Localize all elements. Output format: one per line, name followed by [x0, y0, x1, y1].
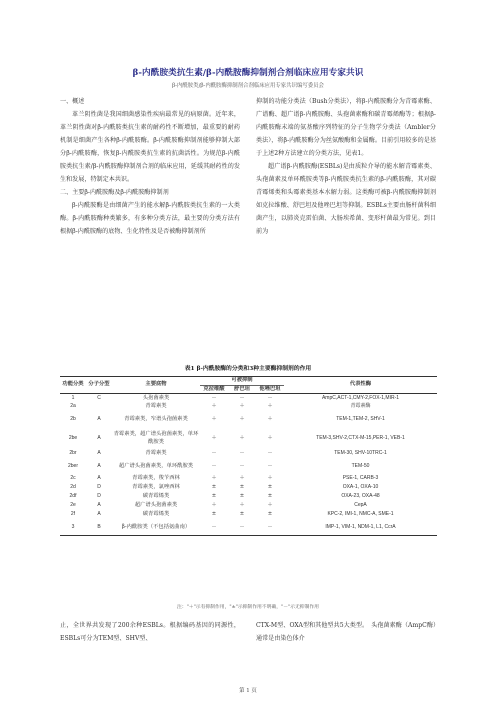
cell-func: 2a: [70, 403, 76, 410]
cell-sulbactam: ±: [239, 511, 245, 518]
cell-representative: TEM-3,SHV-2,CTX-M-15,PER-1, VEB-1: [316, 434, 405, 441]
cell-tazobactam: －: [267, 462, 273, 469]
cell-func: 2ber: [67, 462, 78, 469]
table-row: [60, 450, 437, 459]
header-representative: 代表性酶: [284, 377, 437, 394]
cell-mol: B: [86, 520, 112, 536]
cell-substrate: 青霉素类，羧苄西林: [132, 475, 180, 482]
cell-clavulanate: ＋: [211, 475, 217, 482]
paragraph: 革兰阴性菌是我国细菌感染性疾病最常见的病原菌。近年来，革兰阴性菌对β-内酰胺类抗生素的耐药性不断增加，最重要的耐药机制是细菌产生各种β-内酰胺酶。β-内酰胺酶抑制剂能够抑制大部分β-内酰胺酶，恢复β-内酰胺类抗生素的抗菌活性。为规范β-内酰胺类抗生素/β-内酰胺酶抑制剂合剂的临床应用，延缓其耐药性的发生和发展，特制定本共识。: [60, 111, 240, 183]
cell-representative: PSE-1, CARB-3: [342, 475, 379, 482]
document-title: β-内酰胺类抗生素/β-内酰胺酶抑制剂合剂临床应用专家共识: [132, 68, 364, 78]
table-row: [60, 520, 437, 536]
header-substrate: 主要底物: [112, 377, 200, 394]
cell-substrate: 头孢菌素类: [142, 394, 170, 401]
cell-tazobactam: ＋: [267, 434, 273, 441]
right-column: [256, 95, 436, 238]
table-caption: 表1 β-内酰胺酶的分类和3种主要酶抑制剂的作用: [184, 366, 312, 372]
cell-tazobactam: －: [267, 394, 273, 401]
table-row: [60, 502, 437, 511]
cell-tazobactam: ＋: [267, 415, 273, 422]
cell-mol: [86, 403, 112, 412]
cell-clavulanate: －: [200, 520, 228, 536]
left-column: [60, 95, 240, 238]
cell-substrate: 超广谱头孢菌素类: [134, 502, 178, 509]
cell-func: 2f: [70, 511, 76, 518]
cell-mol: D: [97, 484, 101, 491]
paragraph: 抑制的功能分类法（Bush分类法），将β-内酰胺酶分为青霉素酶、广谱酶、超广谱β-内酰胺酶、头孢菌素酶和碳青霉烯酶等；根据β-内酰胺酶末端的氨基酸序列特征的分子生物学分类法（Ambler分类法），将β-内酰胺酶分为丝氨酸酶和金属酶。目前引用较多的是基于上述2种方法建立的分类方法，见表1。: [256, 98, 436, 157]
cell-representative: 青霉素酶: [350, 403, 371, 410]
cell-sulbactam: －: [239, 394, 245, 401]
header-mol: 分子分型: [86, 377, 112, 394]
cell-substrate: 青霉素类: [145, 450, 167, 457]
cell-representative: AmpC,ACT-1,CMY-2,FOX-1,MIR-1: [321, 394, 400, 401]
cell-tazobactam: ±: [267, 484, 273, 491]
cell-mol: A: [97, 415, 101, 422]
table-row: [60, 412, 437, 428]
cell-clavulanate: ＋: [211, 403, 217, 410]
cell-representative: KPC-2, IMI-1, NMC-A, SME-1: [327, 511, 394, 518]
cell-mol: A: [97, 462, 101, 469]
cell-tazobactam: ＋: [267, 403, 273, 410]
cell-clavulanate: －: [211, 450, 217, 457]
cell-substrate: 碳青霉烯类: [142, 493, 170, 500]
cell-mol: A: [97, 450, 101, 457]
cell-tazobactam: －: [267, 450, 273, 457]
cell-func: 2d: [70, 484, 76, 491]
paragraph: β-内酰胺酶是由细菌产生的能水解β-内酰胺类抗生素的一大类酶。β-内酰胺酶种类繁多，有多种分类方法，最主要的分类方法有根据β-内酰胺酶的底物、生化特性及是否被酶抑制剂所: [60, 202, 240, 235]
cell-func: 2df: [69, 493, 77, 500]
section-heading: 一、概述: [60, 98, 85, 105]
cell-mol: A: [97, 511, 101, 518]
table-row: [60, 394, 437, 403]
cell-sulbactam: ＋: [239, 434, 245, 441]
cell-clavulanate: ＋: [211, 502, 217, 509]
cell-sulbactam: －: [239, 462, 245, 469]
cell-mol: D: [97, 493, 101, 500]
cell-representative: IMP-1, VIM-1, NDM-1, L1, CcrA: [284, 520, 437, 536]
cell-sulbactam: ＋: [239, 403, 245, 410]
cell-tazobactam: ±: [267, 493, 273, 500]
cell-representative: TEM-30, SHV-10TRC-1: [334, 450, 387, 457]
cell-substrate: 青霉素类，超广谱头孢菌素类，单环酰胺类: [113, 431, 199, 445]
cell-sulbactam: ±: [239, 484, 245, 491]
cell-mol: A: [97, 434, 101, 441]
header-sulbactam: 舒巴坦: [228, 385, 256, 394]
page-number: 第 1 页: [239, 688, 257, 694]
cell-representative: TEM-1,TEM-2, SHV-1: [336, 415, 385, 422]
cell-func: 2c: [70, 475, 76, 482]
cell-tazobactam: －: [256, 520, 284, 536]
cell-sulbactam: －: [239, 450, 245, 457]
cell-clavulanate: ±: [211, 511, 217, 518]
table-row: [60, 484, 437, 493]
cell-sulbactam: ±: [239, 493, 245, 500]
cell-func: 3: [60, 520, 86, 536]
cell-func: 2br: [69, 450, 77, 457]
cell-representative: OXA-23, OXA-48: [341, 493, 380, 500]
section-heading: 二、主要β-内酰胺酶及β-内酰胺酶抑制剂: [60, 189, 169, 196]
table-row: [60, 459, 437, 475]
table-note: 注："＋"示有抑制作用，"±"示抑制作用不明确，"－"示无抑制作用: [177, 605, 319, 610]
cell-substrate: 碳青霉烯类: [142, 511, 170, 518]
cell-sulbactam: ＋: [239, 475, 245, 482]
header-clavulanate: 克拉维酸: [200, 385, 228, 394]
cell-sulbactam: －: [228, 520, 256, 536]
table-row: [60, 493, 437, 502]
bottom-right-column: [256, 619, 436, 645]
cell-func: 2b: [70, 415, 76, 422]
cell-substrate: 超广谱头孢菌素类，单环酰胺类: [118, 462, 194, 469]
cell-tazobactam: ±: [267, 511, 273, 518]
cell-representative: CepA: [354, 502, 367, 509]
cell-mol: C: [97, 394, 101, 401]
cell-representative: TEM-50: [351, 462, 370, 469]
cell-representative: OXA-1, OXA-10: [342, 484, 379, 491]
document-subtitle: β-内酰胺类/β-内酰胺酶抑制剂合剂临床应用专家共识编写委员会: [172, 83, 324, 89]
paragraph: 止，全世界共发现了200余种ESBLs。根据编码基因的同源性，ESBLs可分为TEM型、SHV型、: [60, 622, 240, 642]
cell-clavulanate: －: [211, 462, 217, 469]
cell-func: 2be: [68, 434, 78, 441]
cell-substrate: 青霉素类: [145, 403, 167, 410]
header-tazobactam: 他唑巴坦: [256, 385, 284, 394]
table-row: [60, 428, 437, 450]
cell-func: 2e: [70, 502, 76, 509]
paragraph: CTX-M型、OXA型和其他型共5大类型。 头孢菌素酶（AmpC酶）通常是由染色体介: [256, 622, 436, 642]
cell-func: 1: [71, 394, 75, 401]
cell-clavulanate: ±: [211, 493, 217, 500]
cell-clavulanate: ＋: [211, 434, 217, 441]
beta-lactamase-table: [60, 376, 437, 536]
header-inhibited: 可被抑制: [200, 377, 284, 386]
paragraph: 超广谱β-内酰胺酶(ESBLs)是由质粒介导的能水解青霉素类、头孢菌素及单环酰胺类等β-内酰胺类抗生素的β-内酰胺酶，其对碳青霉烯类和头霉素类基本水解力弱。这类酶可被β-内酰胺酶抑制剂如克拉维酸、舒巴坦及他唑巴坦等抑制。ESBLs主要由肠杆菌科细菌产生，以肺炎克雷伯菌、大肠埃希菌、变形杆菌最为常见。到目前为: [256, 163, 436, 235]
table-row: [60, 475, 437, 484]
bottom-left-column: [60, 619, 240, 645]
table-row: [60, 403, 437, 412]
cell-sulbactam: ＋: [239, 502, 245, 509]
cell-mol: A: [97, 502, 101, 509]
header-func: 功能分类: [60, 377, 86, 394]
cell-clavulanate: ＋: [211, 415, 217, 422]
cell-substrate: 青霉素类，氯唑西林: [132, 484, 180, 491]
cell-tazobactam: ＋: [267, 475, 273, 482]
cell-sulbactam: ＋: [239, 415, 245, 422]
cell-mol: A: [97, 475, 101, 482]
cell-clavulanate: ±: [211, 484, 217, 491]
cell-substrate: β-内酰胺类（不包括氨曲南）: [112, 520, 200, 536]
cell-clavulanate: －: [211, 394, 217, 401]
cell-tazobactam: ＋: [267, 502, 273, 509]
cell-substrate: 青霉素类，窄谱头孢菌素类: [124, 415, 188, 422]
table-row: [60, 511, 437, 520]
